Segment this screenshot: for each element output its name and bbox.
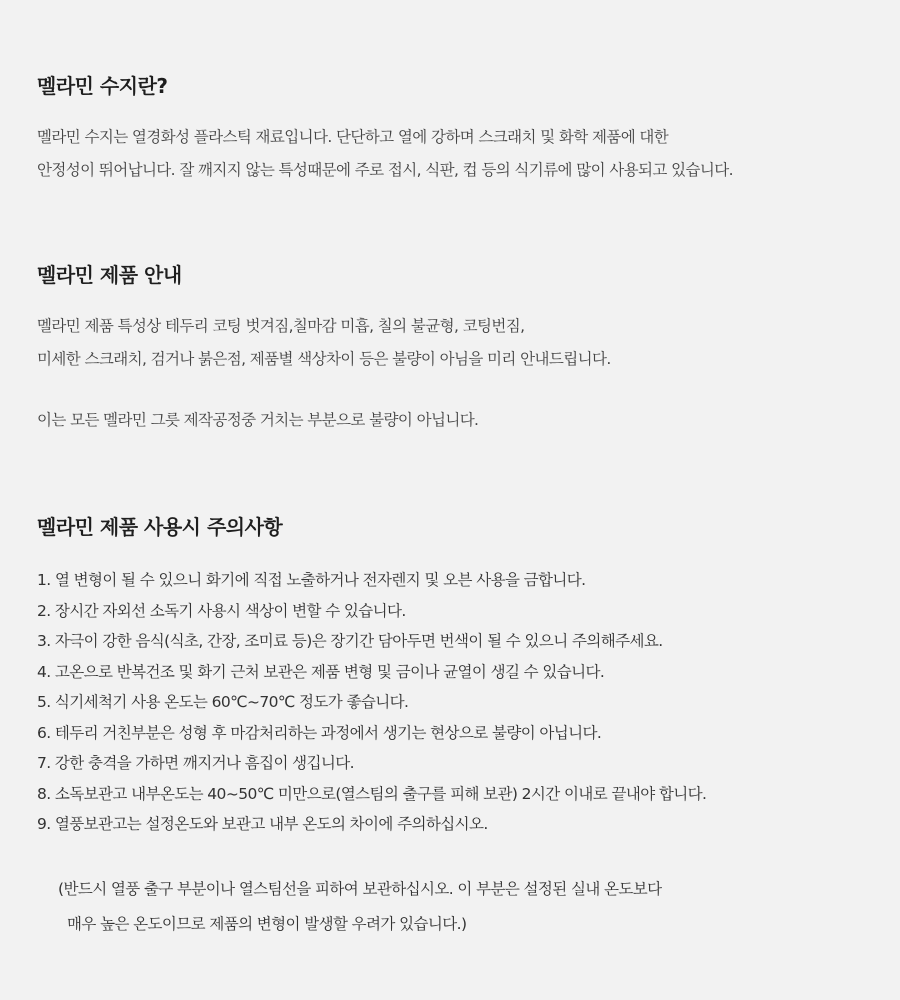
paragraph-line: 멜라민 제품 특성상 테두리 코팅 벗겨짐,칠마감 미흡, 칠의 불균형, 코팅번짐, [37, 317, 525, 335]
melamine-resin-description [37, 121, 733, 187]
list-item: 9. 열풍보관고는 설정온도와 보관고 내부 온도의 차이에 주의하십시오. [37, 815, 488, 833]
paragraph-line: 안정성이 뛰어납니다. 잘 깨지지 않는 특성때문에 주로 접시, 식판, 컵 등의 식기류에 많이 사용되고 있습니다. [37, 161, 733, 179]
paragraph-line: 이는 모든 멜라민 그릇 제작공정중 거치는 부분으로 불량이 아닙니다. [37, 411, 479, 429]
list-item: 3. 자극이 강한 음식(식초, 간장, 조미료 등)은 장기간 담아두면 번색이 될 수 있으니 주의해주세요. [37, 632, 663, 650]
list-item: 5. 식기세척기 사용 온도는 60℃~70℃ 정도가 좋습니다. [37, 693, 409, 711]
product-guide-description [37, 310, 611, 376]
paragraph-line: 멜라민 수지는 열경화성 플라스틱 재료입니다. 단단하고 열에 강하며 스크래치 및 화학 제품에 대한 [37, 128, 669, 146]
product-guide-note [37, 404, 478, 437]
paragraph-line: 미세한 스크래치, 검거나 붉은점, 제품별 색상차이 등은 불량이 아님을 미리 안내드립니다. [37, 350, 611, 368]
section-title-product-guide: 멜라민 제품 안내 [37, 263, 182, 287]
list-item: 1. 열 변형이 될 수 있으니 화기에 직접 노출하거나 전자렌지 및 오븐 사용을 금합니다. [37, 571, 586, 589]
list-item: 2. 장시간 자외선 소독기 사용시 색상이 변할 수 있습니다. [37, 601, 406, 620]
list-item: 8. 소독보관고 내부온도는 40~50℃ 미만으로(열스팀의 출구를 피해 보관) 2시간 이내로 끝내야 합니다. [37, 784, 707, 803]
precautions-list [37, 565, 706, 840]
list-item: 4. 고온으로 반복건조 및 화기 근처 보관은 제품 변형 및 금이나 균열이 생길 수 있습니다. [37, 662, 605, 681]
footnote-line: (반드시 열풍 출구 부분이나 열스팀선을 피하여 보관하십시오. 이 부분은 설정된 실내 온도보다 [58, 880, 662, 898]
precautions-footnote [58, 872, 662, 942]
list-item: 6. 테두리 거친부분은 성형 후 마감처리하는 과정에서 생기는 현상으로 불량이 아닙니다. [37, 723, 602, 742]
list-item: 7. 강한 충격을 가하면 깨지거나 흠집이 생깁니다. [37, 754, 354, 772]
footnote-line: 매우 높은 온도이므로 제품의 변형이 발생할 우려가 있습니다.) [67, 915, 467, 933]
section-title-usage-precautions: 멜라민 제품 사용시 주의사항 [37, 515, 283, 539]
section-title-melamine-resin: 멜라민 수지란? [37, 74, 168, 98]
